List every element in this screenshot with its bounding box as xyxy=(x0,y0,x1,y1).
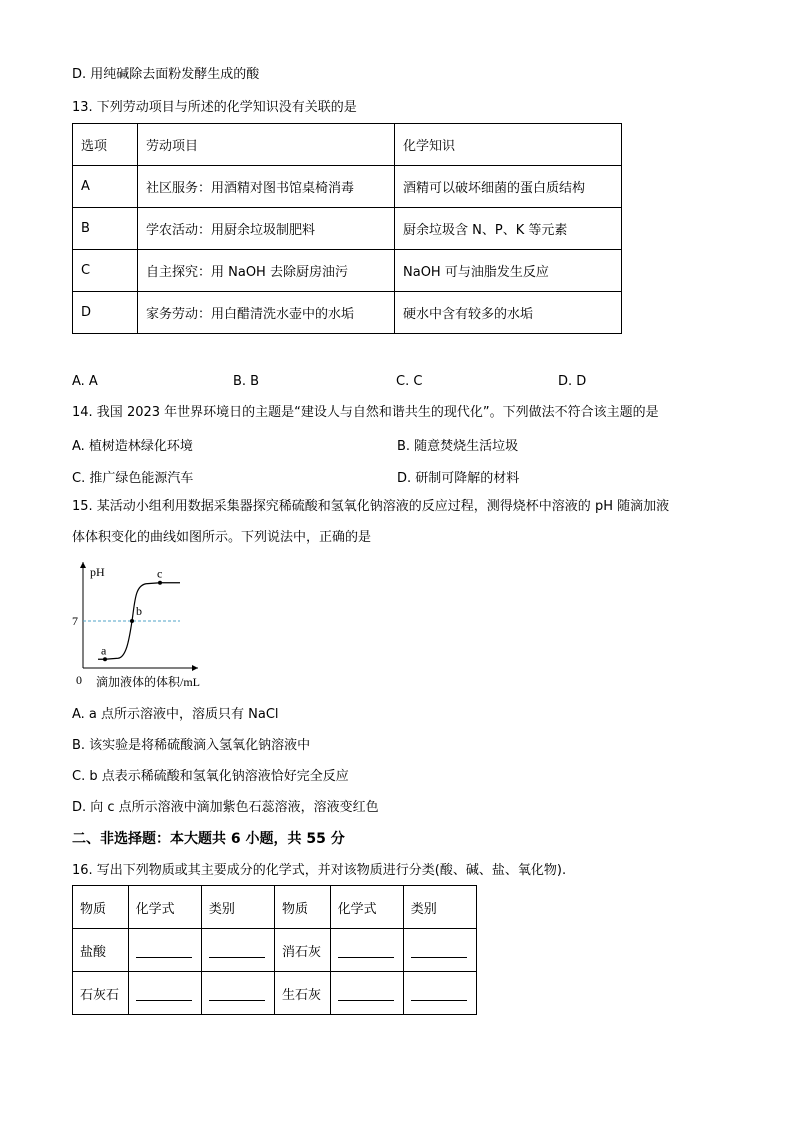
table-row xyxy=(73,166,622,208)
category-blank[interactable] xyxy=(403,972,476,1015)
header-cell: 化学式 xyxy=(128,886,201,929)
formula-blank[interactable] xyxy=(330,929,403,972)
table-cell: A xyxy=(73,166,138,208)
table-cell: D xyxy=(73,292,138,334)
header-cell: 物质 xyxy=(274,886,330,929)
q14-option-d: D. 研制可降解的材料 xyxy=(397,471,520,486)
table-header-row xyxy=(73,124,622,166)
table-header-row xyxy=(73,886,477,929)
table-cell: 家务劳动：用白醋清洗水壶中的水垢 xyxy=(138,292,395,334)
origin-label: 0 xyxy=(76,673,82,687)
point-label-b: b xyxy=(136,604,142,618)
q16-table xyxy=(72,885,477,1015)
table-cell: 自主探究：用 NaOH 去除厨房油污 xyxy=(138,250,395,292)
substance-cell: 生石灰 xyxy=(274,972,330,1015)
section-heading: 二、非选择题：本大题共 6 小题，共 55 分 xyxy=(72,831,345,847)
option-a: A. A xyxy=(72,374,98,389)
point-a xyxy=(103,657,107,661)
substance-cell: 石灰石 xyxy=(73,972,129,1015)
substance-cell: 消石灰 xyxy=(274,929,330,972)
table-cell: NaOH 可与油脂发生反应 xyxy=(395,250,622,292)
table-row xyxy=(73,208,622,250)
q13-table xyxy=(72,123,622,334)
table-cell: B xyxy=(73,208,138,250)
q14-option-a: A. 植树造林绿化环境 xyxy=(72,439,193,454)
point-label-c: c xyxy=(157,566,163,581)
q13-options xyxy=(72,374,672,392)
point-c xyxy=(158,581,162,585)
q15-option-c: C. b 点表示稀硫酸和氢氧化钠溶液恰好完全反应 xyxy=(72,769,349,784)
table-row xyxy=(73,292,622,334)
table-cell: 硬水中含有较多的水垢 xyxy=(395,292,622,334)
category-blank[interactable] xyxy=(201,972,274,1015)
formula-blank[interactable] xyxy=(128,972,201,1015)
x-axis-label: 滴加液体的体积/mL xyxy=(96,675,200,689)
q15-option-b: B. 该实验是将稀硫酸滴入氢氧化钠溶液中 xyxy=(72,738,311,753)
table-cell: 酒精可以破坏细菌的蛋白质结构 xyxy=(395,166,622,208)
y-axis-label: pH xyxy=(90,565,105,579)
q14-option-b: B. 随意焚烧生活垃圾 xyxy=(397,439,519,454)
ph-curve-chart xyxy=(68,558,238,694)
category-blank[interactable] xyxy=(201,929,274,972)
q15-stem-line2: 体体积变化的曲线如图所示。下列说法中，正确的是 xyxy=(72,530,372,545)
q14-option-c: C. 推广绿色能源汽车 xyxy=(72,471,194,486)
table-cell: 社区服务：用酒精对图书馆桌椅消毒 xyxy=(138,166,395,208)
q12-option-d: D. 用纯碱除去面粉发酵生成的酸 xyxy=(72,67,260,82)
point-b xyxy=(130,619,134,623)
substance-cell: 盐酸 xyxy=(73,929,129,972)
table-row xyxy=(73,972,477,1015)
table-row xyxy=(73,250,622,292)
header-cell: 劳动项目 xyxy=(138,124,395,166)
option-d: D. D xyxy=(558,374,587,389)
formula-blank[interactable] xyxy=(128,929,201,972)
header-cell: 化学式 xyxy=(330,886,403,929)
q15-option-d: D. 向 c 点所示溶液中滴加紫色石蕊溶液，溶液变红色 xyxy=(72,800,379,815)
table-cell: C xyxy=(73,250,138,292)
category-blank[interactable] xyxy=(403,929,476,972)
point-label-a: a xyxy=(101,643,107,658)
table-cell: 学农活动：用厨余垃圾制肥料 xyxy=(138,208,395,250)
q15-option-a: A. a 点所示溶液中，溶质只有 NaCl xyxy=(72,707,279,722)
q13-stem: 13. 下列劳动项目与所述的化学知识没有关联的是 xyxy=(72,100,357,115)
ph7-tick-label: 7 xyxy=(72,614,78,628)
header-cell: 化学知识 xyxy=(395,124,622,166)
q16-stem: 16. 写出下列物质或其主要成分的化学式，并对该物质进行分类(酸、碱、盐、氧化物). xyxy=(72,863,567,878)
header-cell: 类别 xyxy=(403,886,476,929)
table-cell: 厨余垃圾含 N、P、K 等元素 xyxy=(395,208,622,250)
option-c: C. C xyxy=(396,374,423,389)
option-b: B. B xyxy=(233,374,260,389)
table-row xyxy=(73,929,477,972)
header-cell: 类别 xyxy=(201,886,274,929)
q14-stem: 14. 我国 2023 年世界环境日的主题是“建设人与自然和谐共生的现代化”。下列做法不符合该主题的是 xyxy=(72,405,659,420)
q15-stem-line1: 15. 某活动小组利用数据采集器探究稀硫酸和氢氧化钠溶液的反应过程，测得烧杯中溶液的 pH 随滴加液 xyxy=(72,499,670,514)
header-cell: 物质 xyxy=(73,886,129,929)
formula-blank[interactable] xyxy=(330,972,403,1015)
header-cell: 选项 xyxy=(73,124,138,166)
